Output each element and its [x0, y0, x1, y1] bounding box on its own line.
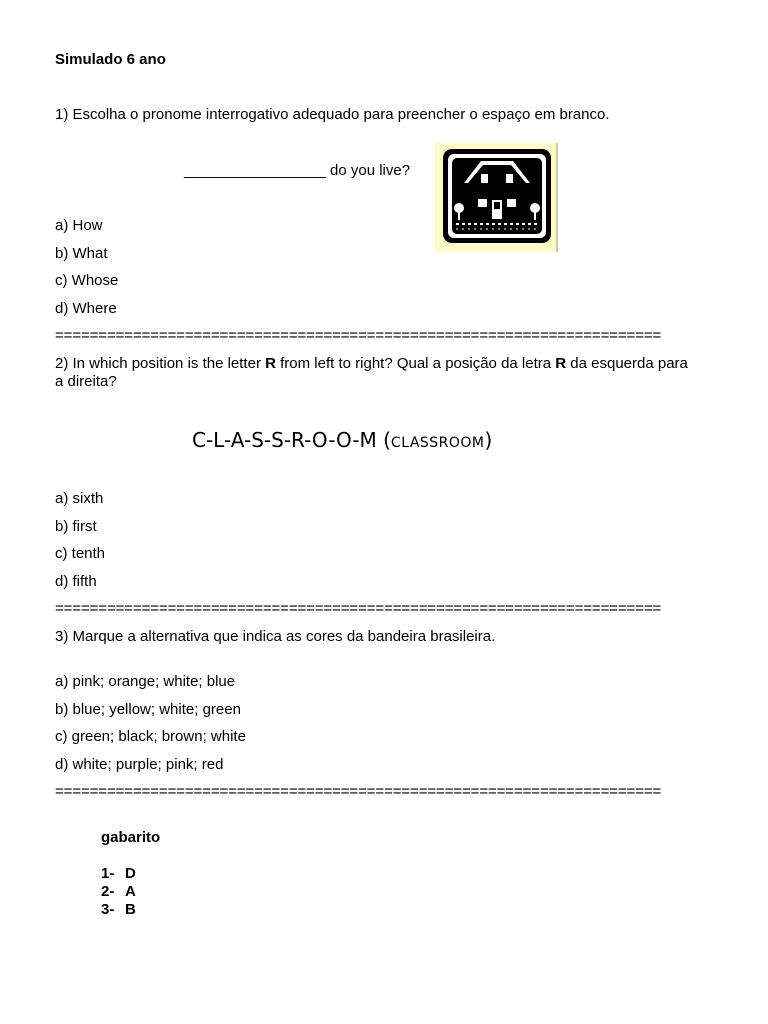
answer-key-item: 1- D	[101, 865, 136, 882]
document-title: Simulado 6 ano	[55, 51, 166, 68]
question-1-option-d: d) Where	[55, 300, 117, 317]
question-2-prompt-line2: a direita?	[55, 373, 117, 390]
question-1-option-c: c) Whose	[55, 272, 119, 289]
house-icon	[435, 143, 558, 252]
separator-line: ======================================================================	[55, 327, 662, 344]
question-3-option-c: c) green; black; brown; white	[55, 728, 246, 745]
question-3-option-b: b) blue; yellow; white; green	[55, 701, 241, 718]
sentence-end: do you live?	[330, 162, 411, 179]
question-3-option-a: a) pink; orange; white; blue	[55, 673, 236, 690]
separator-line: ======================================================================	[55, 600, 662, 617]
spelled-word: C-L-A-S-S-R-O-O-M (CLASSROOM)	[192, 428, 493, 452]
question-1-prompt: 1) Escolha o pronome interrogativo adequado para preencher o espaço em branco.	[55, 106, 610, 123]
answer-key-title: gabarito	[101, 829, 161, 846]
question-1-option-a: a) How	[55, 217, 103, 234]
question-2-option-a: a) sixth	[55, 490, 104, 507]
question-3-prompt: 3) Marque a alternativa que indica as cores da bandeira brasileira.	[55, 628, 496, 645]
separator-line: ======================================================================	[55, 783, 662, 800]
question-2-prompt: 2) In which position is the letter R from left to right? Qual a posição da letra R da esquerda para	[55, 355, 688, 372]
question-3-option-d: d) white; purple; pink; red	[55, 756, 224, 773]
word-small-caps: CLASSROOM	[390, 435, 485, 451]
question-2-option-c: c) tenth	[55, 545, 106, 562]
question-1-sentence	[184, 162, 410, 180]
answer-blank: _________________	[184, 162, 326, 179]
letter-highlight: R	[265, 355, 276, 372]
letter-highlight: R	[555, 355, 567, 372]
question-2-option-b: b) first	[55, 518, 97, 535]
question-1-option-b: b) What	[55, 245, 108, 262]
answer-key-item: 2- A	[101, 883, 136, 900]
answer-key-item: 3- B	[101, 901, 136, 918]
question-2-option-d: d) fifth	[55, 573, 97, 590]
